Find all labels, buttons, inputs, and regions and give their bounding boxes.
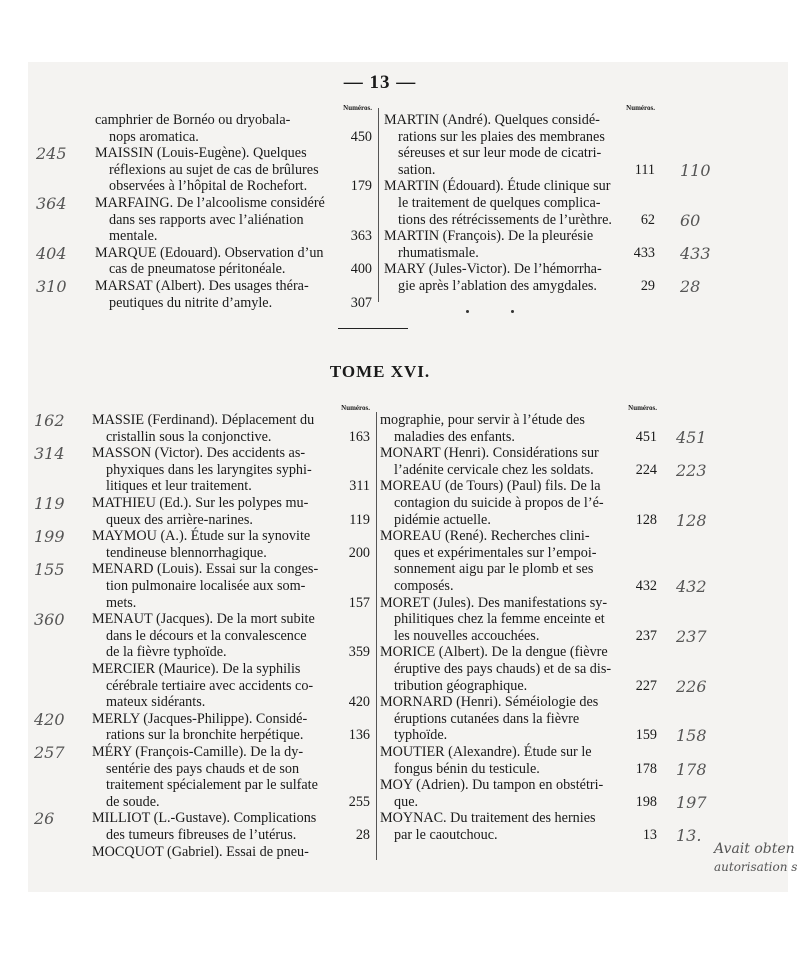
handwritten-number: 119 [34, 494, 65, 513]
entry-heading-line: MAISSIN (Louis-Eugène). Quelques [95, 145, 307, 162]
handwritten-number: 162 [34, 411, 65, 430]
index-entry [92, 412, 370, 445]
index-entry [95, 245, 372, 278]
entry-number: 163 [348, 428, 370, 445]
handwritten-number: 199 [34, 527, 65, 547]
ornament-dot [511, 310, 514, 313]
entry-number: 157 [348, 594, 370, 611]
entry-number: 432 [635, 577, 657, 594]
entry-heading-line: MOY (Adrien). Du tampon en obstétri- [380, 777, 604, 794]
index-entry [380, 777, 657, 810]
entry-continuation-line: fongus bénin du testicule. [394, 760, 540, 777]
entry-continuation-line: de la fièvre typhoïde. [106, 644, 227, 661]
entry-continuation-line: queux des arrière-narines. [106, 511, 253, 528]
index-entry [95, 145, 372, 195]
entry-heading-line: MOUTIER (Alexandre). Étude sur le [380, 744, 592, 760]
entry-heading-line: MERLY (Jacques-Philippe). Considé- [92, 710, 308, 727]
entry-number: 400 [350, 261, 372, 278]
entry-continuation-line: mets. [106, 594, 137, 611]
entry-continuation-line: sentérie des pays chauds et de son [106, 760, 300, 777]
entry-heading-line: MATHIEU (Ed.). Sur les polypes mu- [92, 495, 309, 511]
handwritten-number: 314 [34, 444, 65, 464]
index-entry [380, 478, 657, 528]
entry-number: 178 [635, 760, 657, 777]
entry-heading-line: MARFAING. De l’alcoolisme considéré [95, 195, 325, 211]
entry-continuation-line: rations sur les plaies des membranes [398, 128, 605, 145]
handwritten-number: 237 [676, 626, 707, 646]
handwritten-number: 28 [680, 277, 701, 296]
entry-number: 111 [634, 161, 655, 178]
entry-continuation-line: nops aromatica. [109, 128, 199, 145]
margin-note-line: autorisation s [714, 860, 798, 874]
entry-heading-line: MAYMOU (A.). Étude sur la synovite [92, 528, 311, 545]
index-entry [95, 195, 372, 245]
index-entry [384, 228, 655, 261]
handwritten-number: 128 [676, 510, 707, 530]
numeros-label: Numéros. [341, 404, 370, 412]
entry-heading-line: MORNARD (Henri). Séméiologie des [380, 694, 599, 711]
index-entry [384, 112, 655, 178]
entry-number: 13 [642, 826, 657, 843]
entry-number: 159 [635, 727, 657, 744]
entry-continuation-line: pidémie actuelle. [394, 511, 491, 528]
column-divider-top [378, 108, 379, 302]
entry-number: 62 [640, 211, 655, 228]
entry-continuation-line: tion pulmonaire localisée aux som- [106, 577, 306, 594]
index-entry [92, 495, 370, 528]
entry-number: 179 [350, 178, 372, 195]
handwritten-number: 364 [36, 194, 67, 213]
index-entry [380, 694, 657, 744]
entry-number: 29 [640, 277, 655, 294]
entry-number: 420 [348, 694, 370, 711]
entry-heading-line: MOCQUOT (Gabriel). Essai de pneu- [92, 843, 309, 860]
handwritten-number: 310 [36, 277, 67, 296]
index-entry [380, 810, 657, 843]
index-entry [380, 528, 657, 594]
bottom-left-column [92, 404, 370, 862]
entry-heading-line: mographie, pour servir à l’étude des [380, 412, 585, 428]
entry-number: 237 [635, 627, 657, 644]
entry-continuation-line: dans le décours et la convalescence [106, 627, 307, 644]
entry-heading-line: MARSAT (Albert). Des usages théra- [95, 278, 309, 294]
entry-continuation-line: composés. [394, 577, 454, 594]
entry-number: 198 [635, 793, 657, 810]
page-number: — 13 — [343, 72, 417, 93]
entry-heading-line: MOYNAC. Du traitement des hernies [380, 810, 596, 827]
entry-number: 28 [355, 826, 370, 843]
entry-number: 119 [349, 511, 370, 528]
entry-continuation-line: traitement spécialement par le sulfate [106, 777, 318, 794]
index-entry [95, 112, 372, 145]
entry-number: 311 [349, 478, 370, 495]
entry-heading-line: MARTIN (André). Quelques considé- [384, 112, 600, 128]
entry-number: 450 [350, 128, 372, 145]
entry-heading-line: MARTIN (Édouard). Étude clinique sur [384, 178, 611, 195]
handwritten-number: 26 [34, 809, 55, 829]
section-separator [338, 328, 408, 329]
entry-continuation-line: des tumeurs fibreuses de l’utérus. [106, 826, 297, 843]
entry-continuation-line: éruptive des pays chauds) et de sa dis- [394, 660, 612, 677]
entry-continuation-line: phyxiques dans les laryngites syphi- [106, 461, 312, 478]
index-entry [380, 644, 657, 694]
margin-note-line: Avait obten [714, 841, 795, 857]
entry-heading-line: MASSIE (Ferdinand). Déplacement du [92, 412, 315, 428]
index-entry [92, 445, 370, 495]
handwritten-number: 404 [36, 243, 67, 263]
entry-continuation-line: séreuses et sur leur mode de cicatri- [398, 145, 602, 162]
entry-continuation-line: typhoïde. [394, 727, 448, 744]
entry-continuation-line: de soude. [106, 793, 160, 810]
index-entry [380, 595, 657, 645]
entry-heading-line: MASSON (Victor). Des accidents as- [92, 445, 306, 462]
handwritten-number: 110 [680, 160, 711, 180]
handwritten-number: 155 [34, 560, 65, 580]
handwritten-number: 226 [676, 676, 707, 696]
entry-continuation-line: litiques et leur traitement. [106, 478, 252, 495]
entry-heading-line: camphrier de Bornéo ou dryobala- [95, 112, 291, 128]
handwritten-number: 257 [34, 743, 65, 762]
entry-heading-line: MERCIER (Maurice). De la syphilis [92, 661, 301, 677]
entry-continuation-line: rations sur la bronchite herpétique. [106, 727, 304, 744]
entry-continuation-line: tions des rétrécissements de l’urèthre. [398, 211, 612, 228]
handwritten-number: 60 [680, 210, 701, 230]
entry-continuation-line: les nouvelles accouchées. [394, 627, 540, 644]
entry-number: 224 [635, 461, 657, 478]
entry-number: 255 [348, 793, 370, 810]
entry-continuation-line: par le caoutchouc. [394, 826, 498, 843]
entry-continuation-line: éruptions cutanées dans la fièvre [394, 710, 580, 727]
entry-continuation-line: mateux sidérants. [106, 694, 206, 711]
index-entry [92, 744, 370, 810]
handwritten-number: 13. [676, 826, 702, 845]
entry-heading-line: MARY (Jules-Victor). De l’hémorrha- [384, 261, 602, 278]
index-entry [384, 178, 655, 228]
index-entry [380, 445, 657, 478]
entry-continuation-line: contagion du suicide à propos de l’é- [394, 494, 604, 511]
handwritten-number: 223 [676, 460, 707, 480]
entry-continuation-line: tendineuse blennorrhagique. [106, 544, 267, 561]
index-entry [92, 711, 370, 744]
index-entry [380, 744, 657, 777]
entry-continuation-line: gie après l’ablation des amygdales. [398, 277, 597, 294]
handwritten-number: 245 [36, 144, 67, 164]
handwritten-number: 158 [676, 726, 707, 746]
numeros-label: Numéros. [628, 404, 657, 412]
entry-continuation-line: dans ses rapports avec l’aliénation [109, 211, 304, 228]
tome-heading: TOME XVI. [329, 362, 431, 381]
handwritten-number: 197 [676, 792, 707, 812]
bottom-right-column [380, 404, 657, 862]
entry-continuation-line: rhumatismale. [398, 244, 479, 261]
entry-number: 200 [348, 544, 370, 561]
entry-continuation-line: mentale. [109, 228, 158, 245]
entry-heading-line: MENAUT (Jacques). De la mort subite [92, 611, 315, 628]
handwritten-number: 420 [34, 709, 65, 729]
entry-heading-line: MARTIN (François). De la pleurésie [384, 228, 594, 245]
entry-heading-line: MORET (Jules). Des manifestations sy- [380, 594, 608, 611]
handwritten-number: 433 [680, 243, 711, 263]
entry-heading-line: MORICE (Albert). De la dengue (fièvre [380, 644, 608, 661]
handwritten-number: 451 [676, 427, 707, 447]
entry-heading-line: MENARD (Louis). Essai sur la conges- [92, 561, 319, 578]
entry-continuation-line: sonnement aigu par le plomb et ses [394, 561, 594, 578]
index-entry [92, 528, 370, 561]
entry-continuation-line: observées à l’hôpital de Rochefort. [109, 178, 308, 195]
index-entry [92, 661, 370, 711]
entry-heading-line: MILLIOT (L.-Gustave). Complications [92, 810, 317, 827]
index-entry [92, 810, 370, 843]
index-entry [92, 611, 370, 661]
handwritten-number: 360 [34, 610, 65, 630]
entry-number: 363 [350, 228, 372, 245]
top-left-column [95, 104, 372, 312]
index-entry [92, 561, 370, 611]
handwritten-number: 432 [676, 577, 707, 596]
entry-continuation-line: l’adénite cervicale chez les soldats. [394, 461, 594, 478]
margin-handwritten-note [714, 840, 797, 876]
entry-continuation-line: sation. [398, 161, 436, 178]
entry-heading-line: MÉRY (François-Camille). De la dy- [92, 744, 304, 760]
entry-continuation-line: cristallin sous la conjonctive. [106, 428, 272, 445]
entry-number: 128 [635, 511, 657, 528]
entry-number: 136 [348, 727, 370, 744]
index-entry [92, 844, 370, 861]
entry-continuation-line: cas de pneumatose péritonéale. [109, 261, 286, 278]
numeros-label: Numéros. [343, 104, 372, 112]
index-entry [95, 278, 372, 311]
entry-number: 433 [633, 244, 655, 261]
entry-continuation-line: que. [394, 793, 419, 810]
entry-continuation-line: ques et expérimentales sur l’empoi- [394, 544, 597, 561]
entry-continuation-line: maladies des enfants. [394, 428, 515, 445]
entry-continuation-line: cérébrale tertiaire avec accidents co- [106, 677, 314, 694]
entry-heading-line: MARQUE (Edouard). Observation d’un [95, 244, 324, 261]
handwritten-number: 178 [676, 759, 707, 779]
index-entry [380, 412, 657, 445]
entry-number: 307 [350, 294, 372, 311]
entry-continuation-line: tribution géographique. [394, 677, 528, 694]
numeros-label: Numéros. [626, 104, 655, 112]
entry-heading-line: MOREAU (René). Recherches clini- [380, 528, 590, 545]
entry-continuation-line: peutiques du nitrite d’amyle. [109, 294, 273, 311]
entry-number: 359 [348, 644, 370, 661]
entry-number: 451 [635, 428, 657, 445]
entry-number: 227 [635, 677, 657, 694]
entry-continuation-line: philitiques chez la femme enceinte et [394, 611, 605, 628]
index-entry [384, 261, 655, 294]
entry-heading-line: MOREAU (de Tours) (Paul) fils. De la [380, 478, 601, 495]
entry-continuation-line: le traitement de quelques complica- [398, 194, 601, 211]
column-divider-bottom [376, 412, 377, 860]
entry-heading-line: MONART (Henri). Considérations sur [380, 445, 599, 462]
entry-continuation-line: réflexions au sujet de cas de brûlures [109, 161, 319, 178]
ornament-dot [466, 310, 469, 313]
top-right-column [384, 104, 655, 312]
